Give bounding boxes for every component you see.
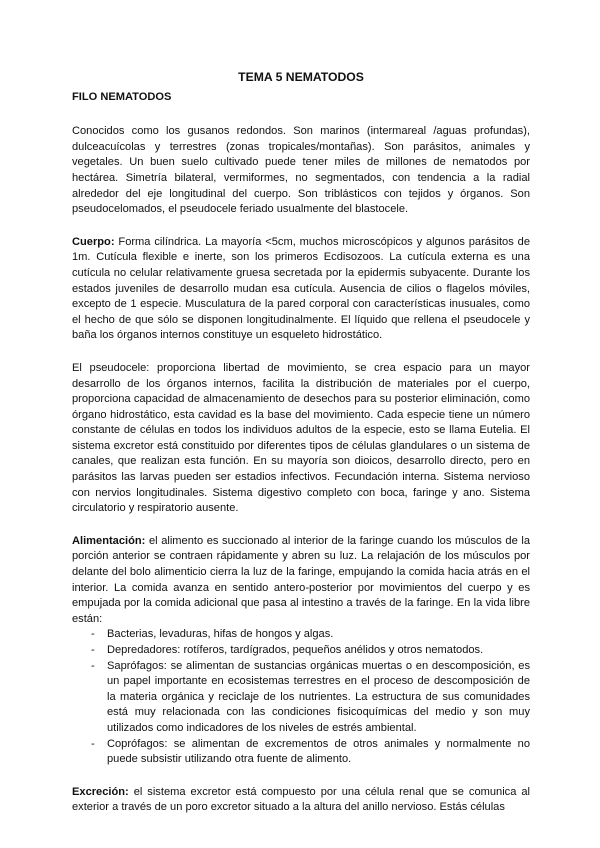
list-item: - Coprófagos: se alimentan de excrementos de otros animales y normalmente no puede subsistir utilizando otra fuente de alimento. (72, 737, 530, 768)
list-item: - Depredadores: rotíferos, tardígrados, pequeños anélidos y otros nematodos. (72, 643, 530, 659)
cuerpo-paragraph (72, 235, 530, 344)
pseudocele-paragraph: El pseudocele: proporciona libertad de movimiento, se crea espacio para un mayor desarrollo de los órganos internos, facilita la distribución de materiales por el cuerpo, proporciona capacidad de almacenamiento de desechos para su posterior eliminación, como órgano hidrostático, esta cavidad es la base del movimiento. Cada especie tiene un número constante de células en todos los individuos adultos de la especie, esto se llama Eutelia. El sistema excretor está constituido por diferentes tipos de células glandulares o un sistema de canales, que realizan esta función. En su mayoría son dioicos, desarrollo directo, pero en parásitos las larvas pueden ser estadios infectivos. Fecundación interna. Sistema nervioso con nervios longitudinales. Sistema digestivo completo con boca, faringe y ano. Sistema circulatorio y respiratorio ausente. (72, 361, 530, 515)
list-item: - Bacterias, levaduras, hifas de hongos y algas. (72, 627, 530, 643)
feeding-list (72, 627, 530, 767)
alimentacion-label: Alimentación: (72, 534, 146, 547)
cuerpo-text: Forma cilíndrica. La mayoría <5cm, muchos microscópicos y algunos parásitos de 1m. Cutícula flexible e inerte, son los primeros Ecdisozoos. La cutícula externa es una cutícula no celular relativamente gruesa secretada por la epidermis subyacente. Durante los estados juveniles de desarrollo mudan esa cutícula. Ausencia de cilios o flagelos móviles, excepto de 1 especie. Musculatura de la pared corporal con características inusuales, como el hecho de que sólo se disponen longitudinalmente. El líquido que rellena el pseudocele y baña los órganos internos constituye un esqueleto hidrostático. (72, 235, 530, 342)
document-body (72, 70, 530, 833)
intro-paragraph: Conocidos como los gusanos redondos. Son marinos (intermareal /aguas profundas), dulceacuícolas y terrestres (zonas tropicales/montañas). Son parásitos, animales y vegetales. Un buen suelo cultivado puede tener miles de millones de nematodos por hectárea. Simetría bilateral, vermiformes, no segmentados, con tendencia a la radial alrededor del eje longitudinal del cuerpo. Son triblásticos con tejidos y órganos. Son pseudocelomados, el pseudocele feriado usualmente del blastocele. (72, 125, 530, 216)
excrecion-label: Excreción: (72, 785, 129, 798)
document-title: TEMA 5 NEMATODOS (238, 70, 364, 84)
section-heading: FILO NEMATODOS (72, 90, 172, 103)
list-item: - Saprófagos: se alimentan de sustancias orgánicas muertas o en descomposición, es un papel importante en ecosistemas terrestres en el proceso de descomposición de la materia orgánica y reciclaje de los nutrientes. La estructura de sus comunidades está muy relacionada con las condiciones fisicoquímicas del medio y son muy utilizados como indicadores de los niveles de estrés ambiental. (72, 659, 530, 737)
cuerpo-label: Cuerpo: (72, 235, 115, 248)
excrecion-text: el sistema excretor está compuesto por una célula renal que se comunica al exterior a través de un poro excretor situado a la altura del anillo nervioso. Estás células (72, 785, 530, 814)
excrecion-paragraph (72, 785, 530, 816)
alimentacion-paragraph (72, 534, 530, 628)
alimentacion-text: el alimento es succionado al interior de la faringe cuando los músculos de la porción anterior se contraen rápidamente y abren su luz. La relajación de los músculos por delante del bolo alimenticio cierra la luz de la faringe, empujando la comida hacia atrás en el interior. La comida avanza en sentido antero-posterior por movimientos del cuerpo y es empujada por la comida adicional que pasa al intestino a través de la faringe. En la vida libre están: (72, 534, 530, 625)
